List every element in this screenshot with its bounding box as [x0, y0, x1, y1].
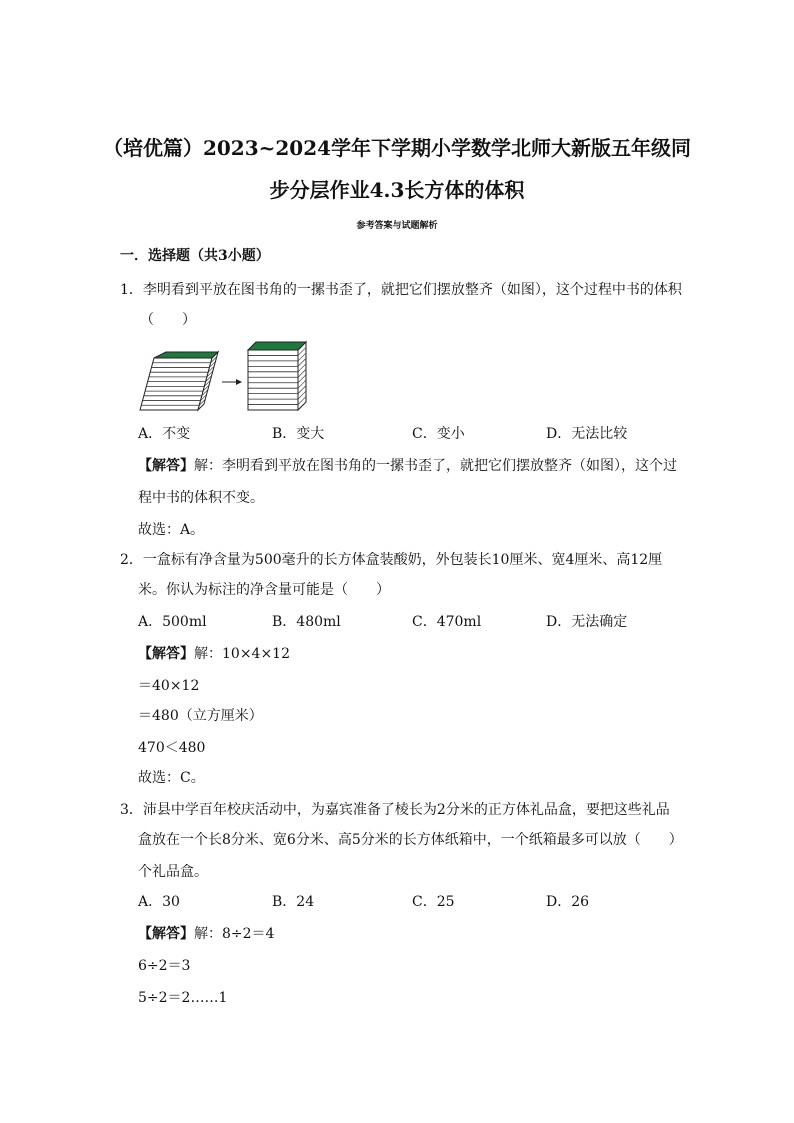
slanted-book-stack	[140, 352, 218, 410]
q3-step-1: 解：8÷2＝4	[194, 926, 275, 942]
section-heading: 一．选择题（共3小题）	[120, 248, 270, 264]
q2-stem-line-2: 米。你认为标注的净含量可能是（ ）	[138, 582, 390, 598]
answer-tag: 【解答】	[138, 926, 194, 942]
document-title-line-1: （培优篇）2023~2024学年下学期小学数学北师大新版五年级同	[102, 136, 692, 160]
q1-option-b: B．变大	[272, 426, 325, 442]
q1-answer-text: 解：李明看到平放在图书角的一摞书歪了，就把它们摆放整齐（如图），这个过	[194, 458, 677, 474]
q2-stem-line-1: 2．一盒标有净含量为500毫升的长方体盒装酸奶，外包装长10厘米、宽4厘米、高12厘	[120, 552, 663, 568]
q2-answer-line-1	[138, 644, 290, 664]
q2-option-a: A．500ml	[138, 614, 207, 630]
q2-option-b: B．480ml	[272, 614, 341, 630]
answer-tag: 【解答】	[138, 458, 194, 474]
q3-stem-line-1: 3．沛县中学百年校庆活动中，为嘉宾准备了棱长为2分米的正方体礼品盒，要把这些礼品	[120, 802, 670, 818]
q3-option-c: C．25	[412, 894, 455, 910]
q1-stem-line-2: （ ）	[140, 312, 196, 328]
q3-step-2: 6÷2＝3	[138, 958, 191, 974]
answer-tag: 【解答】	[138, 646, 194, 662]
q1-answer-line-2: 程中书的体积不变。	[138, 490, 264, 506]
q1-choice: 故选：A。	[138, 522, 205, 538]
top-cover	[154, 352, 218, 358]
top-cover	[248, 342, 306, 350]
aligned-book-stack	[248, 342, 306, 410]
q2-option-c: C．470ml	[412, 614, 482, 630]
q2-step-3: ＝480（立方厘米）	[138, 708, 263, 724]
q3-stem-line-3: 个礼品盒。	[138, 864, 208, 880]
q3-stem-line-2: 盒放在一个长8分米、宽6分米、高5分米的长方体纸箱中，一个纸箱最多可以放（ ）	[138, 832, 683, 848]
q1-option-c: C．变小	[412, 426, 465, 442]
q3-step-3: 5÷2＝2……1	[138, 990, 228, 1006]
document-subtitle: 参考答案与试题解析	[356, 221, 438, 231]
document-title-line-2: 步分层作业4.3长方体的体积	[269, 178, 525, 202]
q2-step-1: 解：10×4×12	[194, 646, 290, 662]
q1-option-d: D．无法比较	[546, 426, 628, 442]
front-face	[248, 350, 298, 410]
q3-option-d: D．26	[546, 894, 590, 910]
q1-option-a: A．不变	[138, 426, 191, 442]
q2-option-d: D．无法确定	[546, 614, 628, 630]
q1-book-stack-figure	[136, 338, 326, 414]
q3-answer-line-1	[138, 924, 274, 944]
q1-stem-line-1: 1．李明看到平放在图书角的一摞书歪了，就把它们摆放整齐（如图），这个过程中书的体积	[120, 282, 682, 298]
q3-option-a: A．30	[138, 894, 180, 910]
q1-answer-line-1	[138, 456, 677, 476]
q2-step-2: ＝40×12	[138, 678, 200, 694]
q2-choice: 故选：C。	[138, 770, 205, 786]
q2-step-4: 470＜480	[138, 740, 206, 756]
q3-option-b: B．24	[272, 894, 315, 910]
arrow-icon	[222, 379, 242, 385]
